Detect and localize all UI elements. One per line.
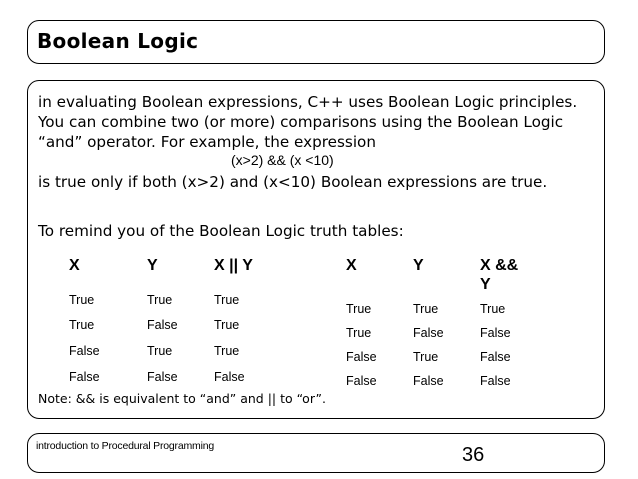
intro-line-1: in evaluating Boolean expressions, C++ uses Boolean Logic principles. bbox=[38, 93, 578, 111]
content-box bbox=[27, 80, 605, 419]
example-expression: (x>2) && (x <10) bbox=[231, 152, 334, 168]
or-cell: True bbox=[214, 293, 240, 307]
or-cell: True bbox=[69, 293, 95, 307]
truth-tables-intro: To remind you of the Boolean Logic truth tables: bbox=[38, 222, 404, 240]
or-cell: True bbox=[214, 344, 240, 358]
or-cell: False bbox=[69, 344, 100, 358]
course-name: introduction to Procedural Programming bbox=[36, 440, 214, 452]
and-cell: False bbox=[413, 374, 444, 388]
and-cell: True bbox=[413, 350, 439, 364]
and-cell: False bbox=[480, 350, 511, 364]
or-cell: False bbox=[69, 370, 100, 384]
and-cell: False bbox=[346, 374, 377, 388]
and-cell: True bbox=[346, 302, 372, 316]
and-cell: True bbox=[413, 302, 439, 316]
truth-statement: is true only if both (x>2) and (x<10) Boolean expressions are true. bbox=[38, 173, 548, 191]
or-cell: True bbox=[147, 293, 173, 307]
or-header-y: Y bbox=[147, 257, 158, 274]
page-number: 36 bbox=[462, 444, 485, 466]
or-cell: False bbox=[214, 370, 245, 384]
and-header-result-line1: X && bbox=[480, 257, 519, 274]
and-cell: False bbox=[480, 374, 511, 388]
and-cell: False bbox=[346, 350, 377, 364]
or-header-x: X bbox=[69, 257, 80, 274]
slide-title: Boolean Logic bbox=[37, 29, 199, 53]
or-cell: True bbox=[69, 318, 95, 332]
and-header-y: Y bbox=[413, 257, 424, 274]
title-box bbox=[27, 20, 605, 64]
or-header-result: X || Y bbox=[214, 257, 253, 274]
and-cell: True bbox=[480, 302, 506, 316]
or-cell: False bbox=[147, 318, 178, 332]
footer-box bbox=[27, 433, 605, 473]
operator-note: Note: && is equivalent to “and” and || to “or”. bbox=[38, 391, 326, 406]
and-cell: False bbox=[413, 326, 444, 340]
intro-line-3: “and” operator. For example, the expression bbox=[38, 133, 376, 151]
intro-paragraph bbox=[38, 92, 577, 152]
and-header-result-line2: Y bbox=[480, 276, 491, 293]
or-cell: True bbox=[214, 318, 240, 332]
and-header-x: X bbox=[346, 257, 357, 274]
intro-line-2: You can combine two (or more) comparisons using the Boolean Logic bbox=[38, 113, 564, 131]
and-cell: False bbox=[480, 326, 511, 340]
and-cell: True bbox=[346, 326, 372, 340]
or-cell: False bbox=[147, 370, 178, 384]
or-cell: True bbox=[147, 344, 173, 358]
